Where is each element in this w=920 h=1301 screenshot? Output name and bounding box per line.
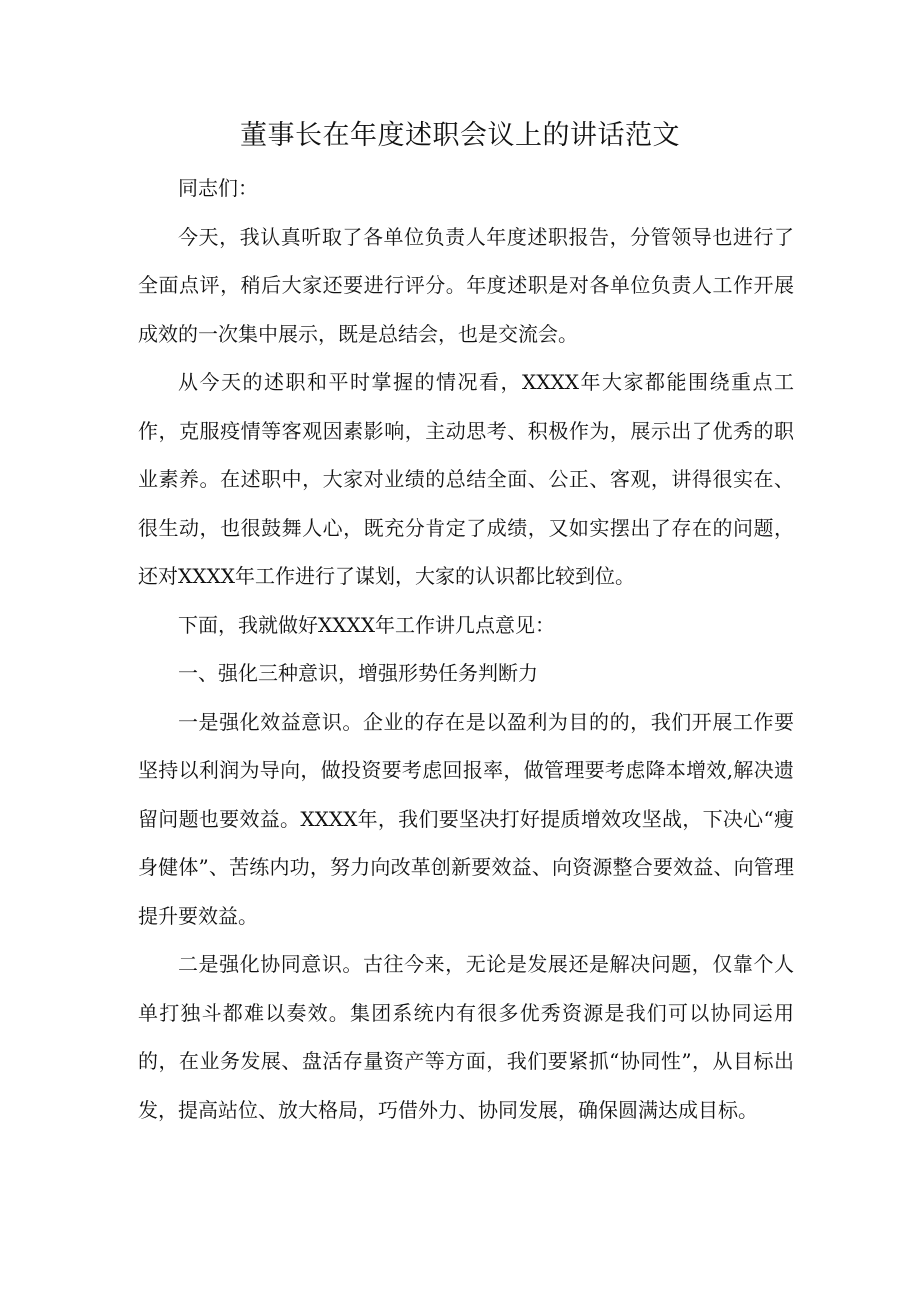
review-paragraph: 从今天的述职和平时掌握的情况看，XXXX年大家都能围绕重点工作，克服疫情等客观因素影响，主动思考、积极作为，展示出了优秀的职业素养。在述职中，大家对业绩的总结全面、公正、客观，讲得很实在、很生动，也很鼓舞人心，既充分肯定了成绩，又如实摆出了存在的问题，还对XXXX年工作进行了谋划，大家的认识都比较到位。 [138,370,794,588]
salutation-paragraph: 同志们： [178,176,258,200]
intro-paragraph: 今天，我认真听取了各单位负责人年度述职报告，分管领导也进行了全面点评，稍后大家还要进行评分。年度述职是对各单位负责人工作开展成效的一次集中展示，既是总结会，也是交流会。 [138,224,794,346]
collaboration-awareness-paragraph: 二是强化协同意识。古往今来，无论是发展还是解决问题，仅靠个人单打独斗都难以奏效。集团系统内有很多优秀资源是我们可以协同运用的，在业务发展、盘活存量资产等方面，我们要紧抓“协同性”，从目标出发，提高站位、放大格局，巧借外力、协同发展，确保圆满达成目标。 [138,952,794,1122]
document-title: 董事长在年度述职会议上的讲话范文 [240,120,680,151]
transition-paragraph: 下面，我就做好XXXX年工作讲几点意见： [178,612,555,637]
benefit-awareness-paragraph: 一是强化效益意识。企业的存在是以盈利为目的的，我们开展工作要坚持以利润为导向，做投资要考虑回报率，做管理要考虑降本增效,解决遗留问题也要效益。XXXX年，我们要坚决打好提质增效攻坚战，下决心“瘦身健体”、苦练内功，努力向改革创新要效益、向资源整合要效益、向管理提升要效益。 [138,709,794,928]
section-heading-1: 一、强化三种意识，增强形势任务判断力 [178,661,538,685]
document-body [138,164,794,1134]
